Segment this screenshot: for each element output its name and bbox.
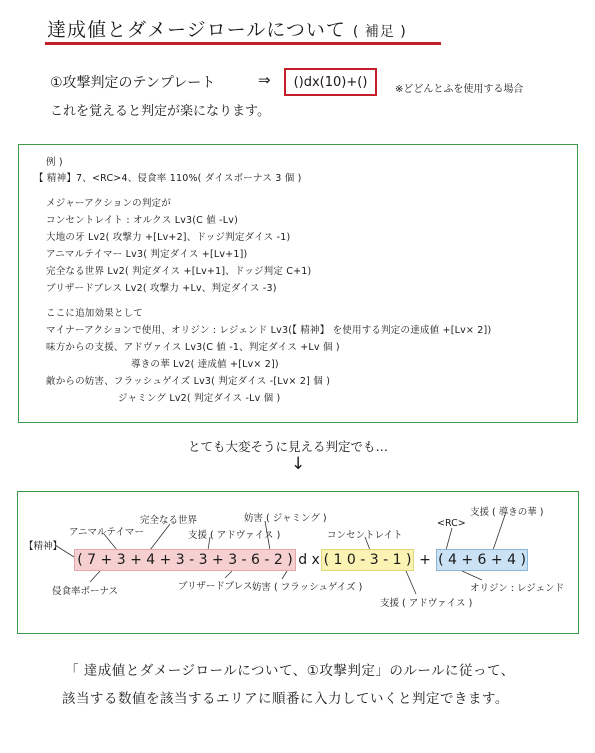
- plus-sign: +: [419, 552, 431, 568]
- label-seishin: 【精神】: [24, 541, 63, 552]
- right-arrow-icon: ⇒: [258, 71, 271, 89]
- footer-line-1: 「 達成値とダメージロールについて、①攻撃判定」のルールに従って、: [65, 663, 515, 679]
- label-animal: アニマルテイマー: [69, 527, 144, 538]
- template-label: ①攻撃判定のテンプレート: [50, 75, 216, 91]
- leader-flash: [282, 571, 287, 579]
- label-rc: <RC>: [437, 518, 466, 529]
- label-hana: 支援 ( 導きの華 ): [470, 507, 544, 518]
- footer-line-2: 該当する数値を該当するエリアに順番に入力していくと判定できます。: [62, 691, 509, 707]
- example-line: メジャーアクションの判定が: [46, 198, 171, 209]
- page-title-main: 達成値とダメージロールについて: [47, 19, 346, 41]
- example-line: 導きの華 Lv2( 達成値 +[Lv× 2]): [131, 359, 279, 370]
- page-title-suffix: ( 補足 ): [352, 24, 407, 40]
- leader-hana: [493, 515, 505, 550]
- leader-rc: [446, 528, 452, 550]
- leader-advise-bottom: [406, 571, 416, 594]
- transition-text: とても大変そうに見える判定でも…: [188, 439, 389, 454]
- label-flash: 妨害 ( フラッシュゲイズ ): [252, 582, 363, 593]
- label-blizzard: ブリザードブレス: [178, 581, 253, 592]
- label-advise-top: 支援 ( アドヴァイス ): [188, 530, 281, 541]
- critical-expression: ( 1 0 - 3 - 1 ): [323, 552, 412, 568]
- dice-expression: ( 7 + 3 + 4 + 3 - 3 + 3 - 6 - 2 ): [77, 552, 293, 568]
- label-jamming: 妨害 ( ジャミング ): [244, 513, 327, 524]
- example-line: 味方からの支援、アドヴァイス Lv3(C 値 -1、判定ダイス +Lv 個 ): [46, 342, 340, 353]
- example-line: ブリザードブレス Lv2( 攻撃力 +Lv、判定ダイス -3): [46, 283, 277, 294]
- example-line: アニマルテイマー Lv3( 判定ダイス +[Lv+1]): [46, 249, 248, 260]
- label-concentrate: コンセントレイト: [327, 530, 403, 541]
- example-line: 大地の牙 Lv2( 攻撃力 +[Lv+2]、ドッジ判定ダイス -1): [46, 232, 291, 243]
- leader-shinshoku: [90, 571, 100, 582]
- leader-blizzard: [225, 571, 232, 578]
- down-arrow-icon: ↓: [291, 454, 306, 474]
- dx-label: d x: [298, 552, 320, 568]
- template-note: ※どどんとふを使用する場合: [395, 84, 524, 95]
- example-line: ジャミング Lv2( 判定ダイス -Lv 個 ): [118, 393, 281, 404]
- example-line: 例 ): [46, 157, 63, 168]
- example-line: ここに追加効果として: [46, 308, 144, 319]
- label-advise-bottom: 支援 ( アドヴァイス ): [380, 598, 473, 609]
- example-line: 【 精神】7、<RC>4、侵食率 110%( ダイスボーナス 3 個 ): [34, 173, 302, 184]
- example-line: 完全なる世界 Lv2( 判定ダイス +[Lv+1]、ドッジ判定 C+1): [46, 266, 312, 277]
- template-subtext: これを覚えると判定が楽になります。: [50, 104, 270, 119]
- bonus-expression: ( 4 + 6 + 4 ): [438, 552, 526, 568]
- leader-kanzen: [150, 524, 170, 550]
- label-origin: オリジン : レジェンド: [470, 583, 565, 594]
- example-line: コンセントレイト : オルクス Lv3(C 値 -Lv): [46, 215, 238, 226]
- example-line: マイナーアクションで使用、オリジン : レジェンド Lv3(【 精神】 を使用する判定の達成値 +[Lv× 2]): [46, 325, 492, 336]
- template-formula: ()dx(10)+(): [293, 74, 368, 90]
- label-kanzen: 完全なる世界: [140, 515, 198, 526]
- example-line: 敵からの妨害、フラッシュゲイズ Lv3( 判定ダイス -[Lv× 2] 個 ): [46, 376, 331, 387]
- leader-origin: [462, 571, 482, 580]
- label-shinshoku: 侵食率ボーナス: [52, 586, 119, 597]
